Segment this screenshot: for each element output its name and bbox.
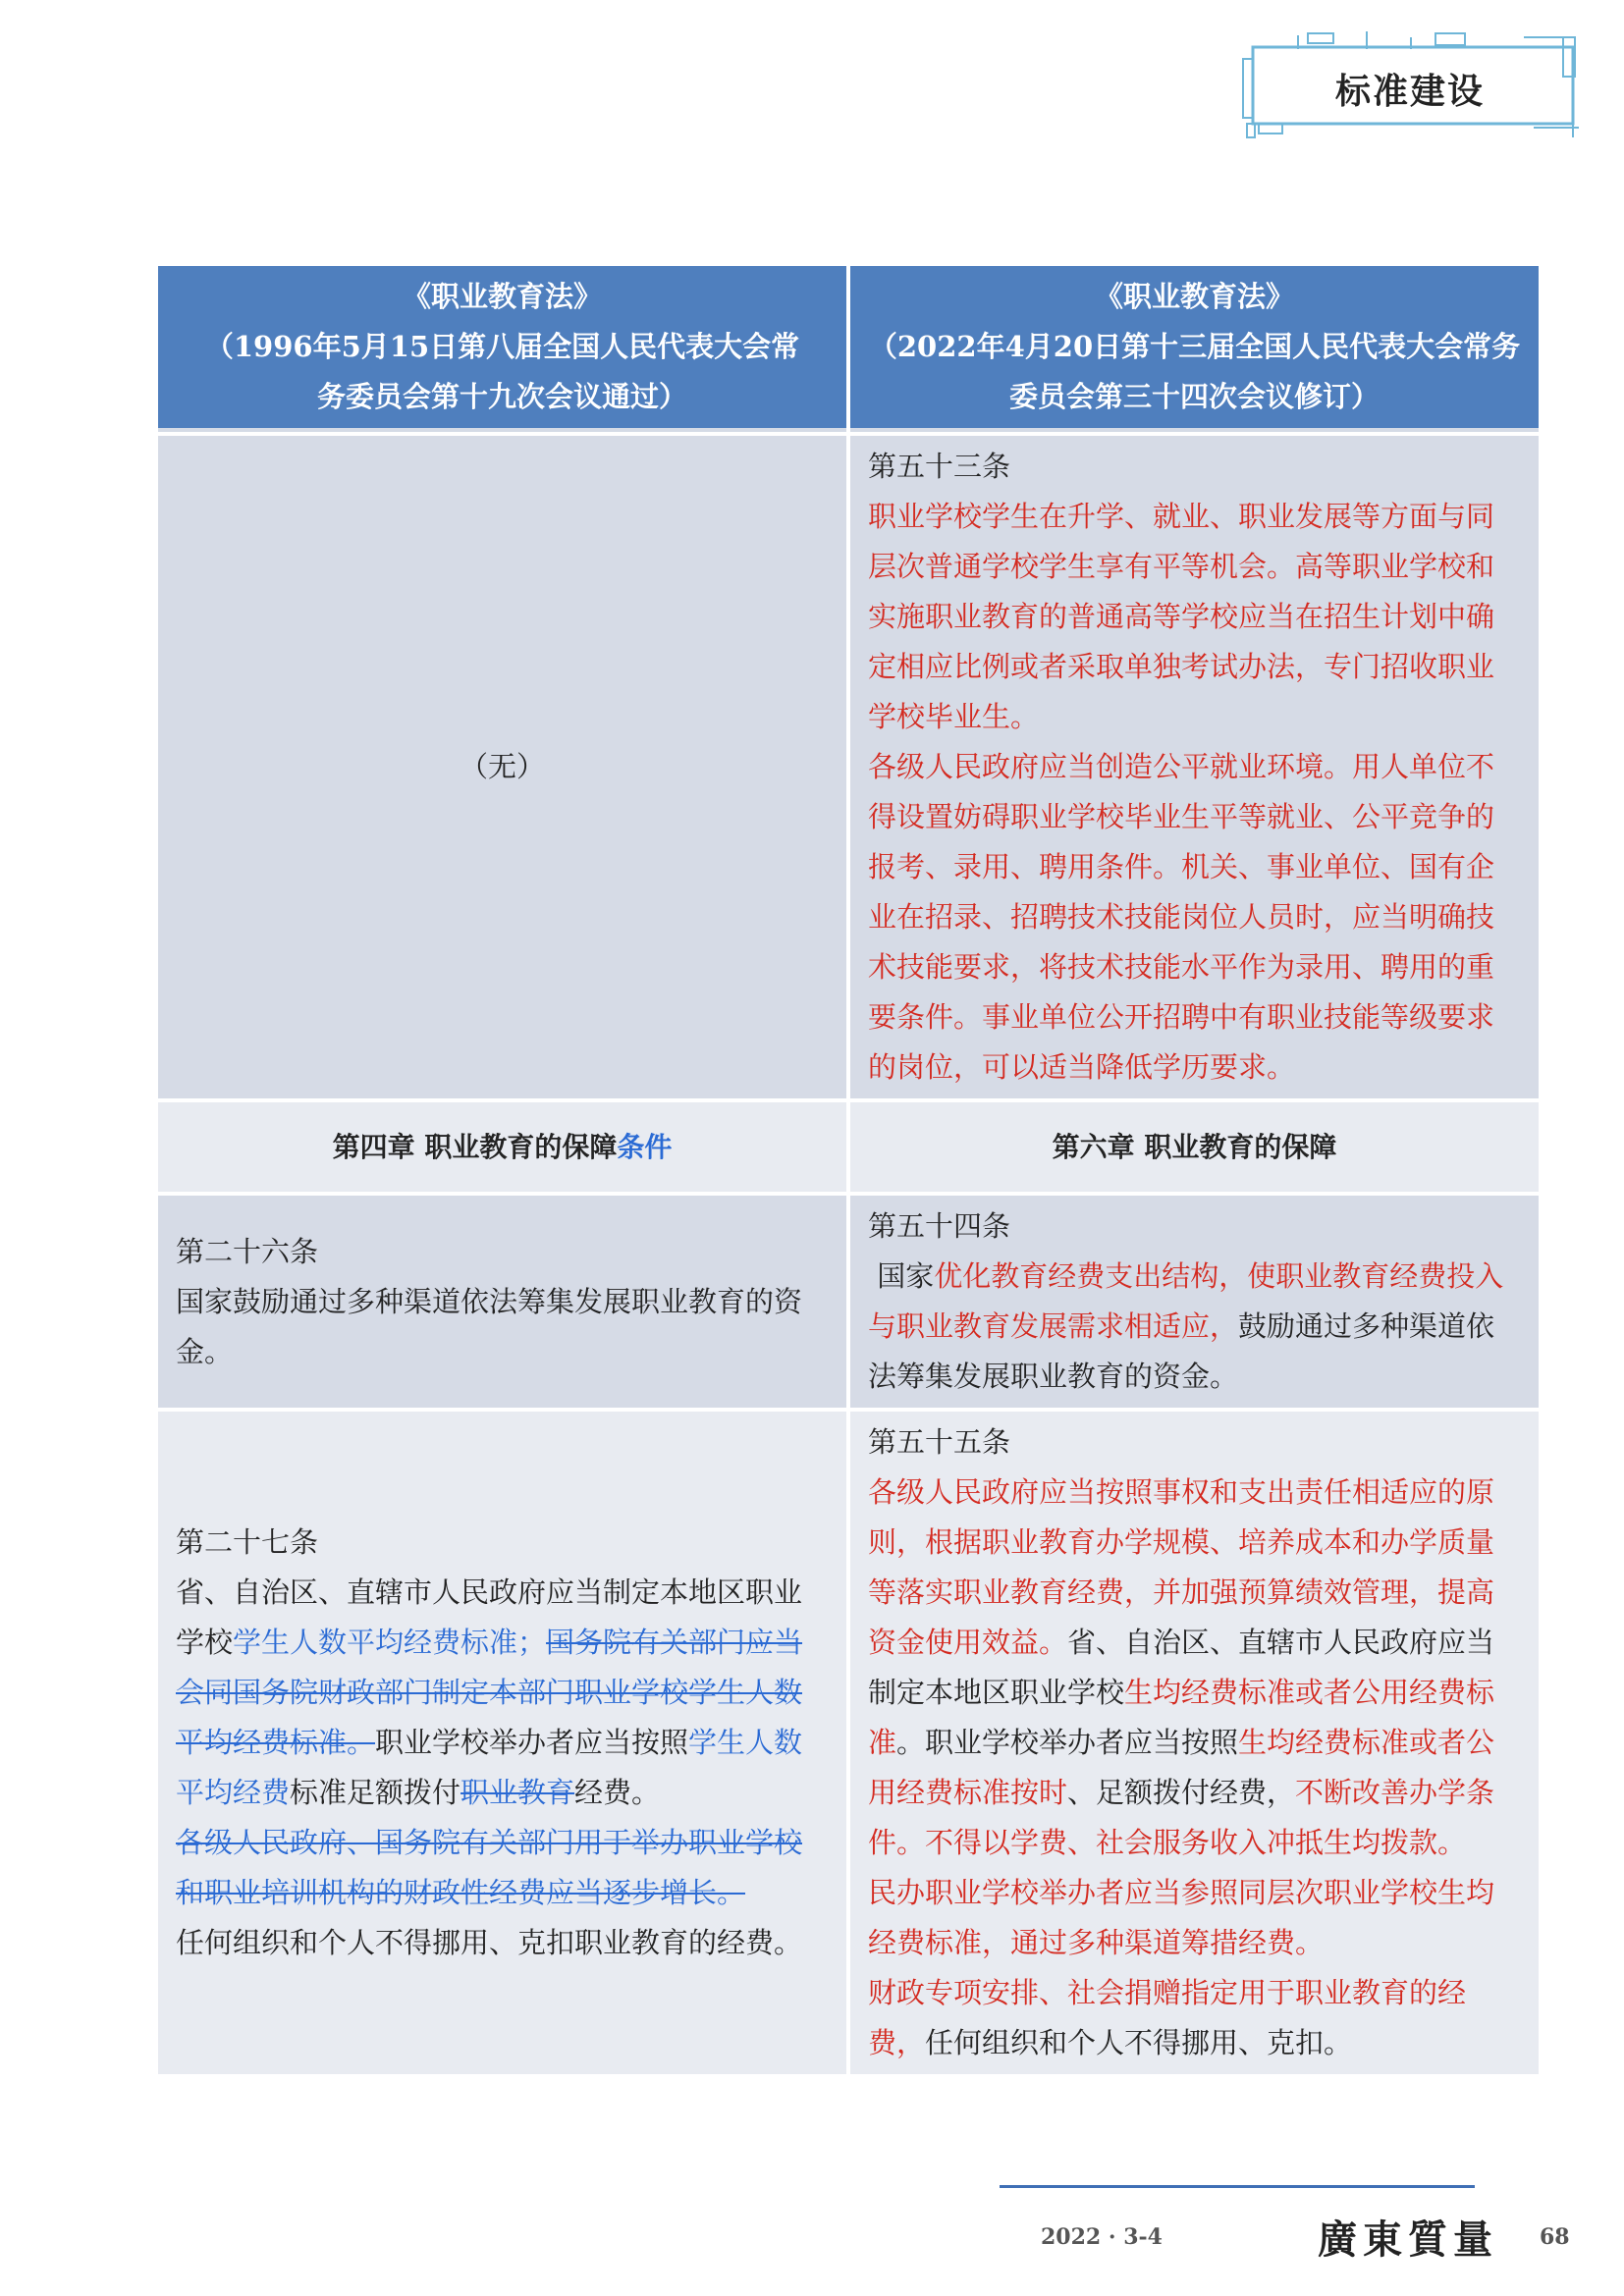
article-54-text — [868, 1252, 1521, 1402]
section-badge — [1239, 29, 1581, 141]
article-54-part-b: 优化教育经费支出结构，使职业教育经费投入与职业教育发展需求相适应， — [868, 1259, 1504, 1343]
article-27-part-c: 国务院有关部门应当会同国务院财政部门制定本部门职业学校学生人数平均经费标准。 — [176, 1626, 803, 1759]
law-comparison-table — [154, 262, 1543, 2078]
article-27-paragraph-1 — [176, 1568, 829, 1818]
article-54-title: 第五十四条 — [868, 1209, 1011, 1243]
old-chapter-title — [158, 1102, 846, 1192]
article-27-paragraph-2: 各级人民政府、国务院有关部门用于举办职业学校和职业培训机构的财政性经费应当逐步增长。 — [176, 1826, 803, 1909]
old-law-article-27-cell — [158, 1412, 846, 2074]
article-55-part-d: 。职业学校举办者应当按照 — [896, 1726, 1239, 1759]
article-55-part-g: 不断改善办学条件。不得以学费、社会服务收入冲抵生均拨款。 — [868, 1776, 1495, 1859]
table-header-row — [158, 266, 1539, 432]
article-27-part-b: 学生人数平均经费标准； — [233, 1626, 547, 1659]
old-law-article-26-cell — [158, 1196, 846, 1408]
article-55-part-a: 各级人民政府应当按照事权和支出责任相适应的原则，根据职业教育办学规模、培养成本和办学质量等落实职业教育经费，并加强预算绩效管理，提高资金使用效益。 — [868, 1475, 1495, 1659]
header-new-line-1: 《职业教育法》 — [1094, 280, 1294, 313]
section-badge-label: 标准建设 — [1334, 72, 1485, 112]
article-55-paragraph-1 — [868, 1468, 1521, 1868]
header-old-line-1: 《职业教育法》 — [402, 280, 602, 313]
article-55-part-i: 财政专项安排、社会捐赠指定用于职业教育的经费， — [868, 1976, 1467, 2059]
article-55-part-f: 、足额拨付经费， — [1067, 1776, 1296, 1809]
header-new-line-3: 委员会第三十四次会议修订） — [1008, 380, 1380, 413]
table-row-article-26-54 — [158, 1196, 1539, 1408]
header-old-law — [158, 266, 846, 432]
article-55-part-b: 省、自治区、直辖市人民政府应当制定本地区职业学校 — [868, 1626, 1495, 1709]
old-law-none-cell — [158, 436, 846, 1098]
none-text: （无） — [459, 750, 545, 783]
old-chapter-main: 第四章 职业教育的保障 — [332, 1131, 618, 1163]
new-law-article-53-cell — [850, 436, 1539, 1098]
table-row-article-53 — [158, 436, 1539, 1098]
footer-issue: 2022 · 3-4 — [1041, 2224, 1163, 2250]
article-27-part-a: 省、自治区、直辖市人民政府应当制定本地区职业学校 — [176, 1575, 803, 1659]
article-53-paragraph-2: 各级人民政府应当创造公平就业环境。用人单位不得设置妨碍职业学校毕业生平等就业、公平竞争的报考、录用、聘用条件。机关、事业单位、国有企业在招录、招聘技术技能岗位人员时，应当明确技术技能要求，将技术技能水平作为录用、聘用的重要条件。事业单位公开招聘中有职业技能等级要求的岗位，可以适当降低学历要求。 — [868, 750, 1495, 1084]
article-53-title: 第五十三条 — [868, 450, 1011, 483]
article-26-title: 第二十六条 — [176, 1234, 319, 1268]
article-26-text: 国家鼓励通过多种渠道依法筹集发展职业教育的资金。 — [176, 1284, 803, 1368]
article-55-title: 第五十五条 — [868, 1425, 1011, 1459]
footer-magazine-logo: 廣東質量 — [1318, 2216, 1498, 2263]
header-new-law — [850, 266, 1539, 432]
article-27-title: 第二十七条 — [176, 1525, 319, 1559]
article-27-part-f: 标准足额拨付 — [290, 1776, 461, 1809]
new-chapter-text: 第六章 职业教育的保障 — [1052, 1131, 1337, 1163]
article-54-part-c: 鼓励通过多种渠道依法筹集发展职业教育的资金。 — [868, 1309, 1495, 1393]
header-old-line-3: 务委员会第十九次会议通过） — [316, 380, 687, 413]
article-55-part-c: 生均经费标准或者公用经费标准 — [868, 1676, 1495, 1759]
header-old-line-2: （1996年5月15日第八届全国人民代表大会常 — [204, 330, 800, 363]
new-law-article-55-cell — [850, 1412, 1539, 2074]
table-row-article-27-55 — [158, 1412, 1539, 2074]
article-55-paragraph-2: 民办职业学校举办者应当参照同层次职业学校生均经费标准，通过多种渠道筹措经费。 — [868, 1876, 1495, 1959]
article-54-part-a: 国家 — [877, 1259, 935, 1293]
article-55-part-e: 生均经费标准或者公用经费标准按时 — [868, 1726, 1495, 1809]
old-chapter-changed-word: 条件 — [617, 1131, 673, 1163]
footer-page-number: 68 — [1540, 2224, 1570, 2250]
article-27-part-h: 经费。 — [574, 1776, 661, 1809]
article-27-part-e: 学生人数平均经费 — [176, 1726, 803, 1809]
article-55-paragraph-3 — [868, 1968, 1521, 2068]
article-27-part-d: 职业学校举办者应当按照 — [375, 1726, 689, 1759]
table-row-chapter — [158, 1102, 1539, 1192]
article-53-paragraph-1: 职业学校学生在升学、就业、职业发展等方面与同层次普通学校学生享有平等机会。高等职业学校和实施职业教育的普通高等学校应当在招生计划中确定相应比例或者采取单独考试办法，专门招收职业学校毕业生。 — [868, 500, 1495, 733]
footer-rule — [1000, 2185, 1475, 2188]
article-27-part-g: 职业教育 — [460, 1776, 575, 1809]
header-new-line-2: （2022年4月20日第十三届全国人民代表大会常务 — [868, 330, 1521, 363]
new-chapter-title — [850, 1102, 1539, 1192]
article-55-part-j: 任何组织和个人不得挪用、克扣。 — [925, 2026, 1353, 2059]
new-law-article-54-cell — [850, 1196, 1539, 1408]
article-27-paragraph-3: 任何组织和个人不得挪用、克扣职业教育的经费。 — [176, 1926, 803, 1959]
